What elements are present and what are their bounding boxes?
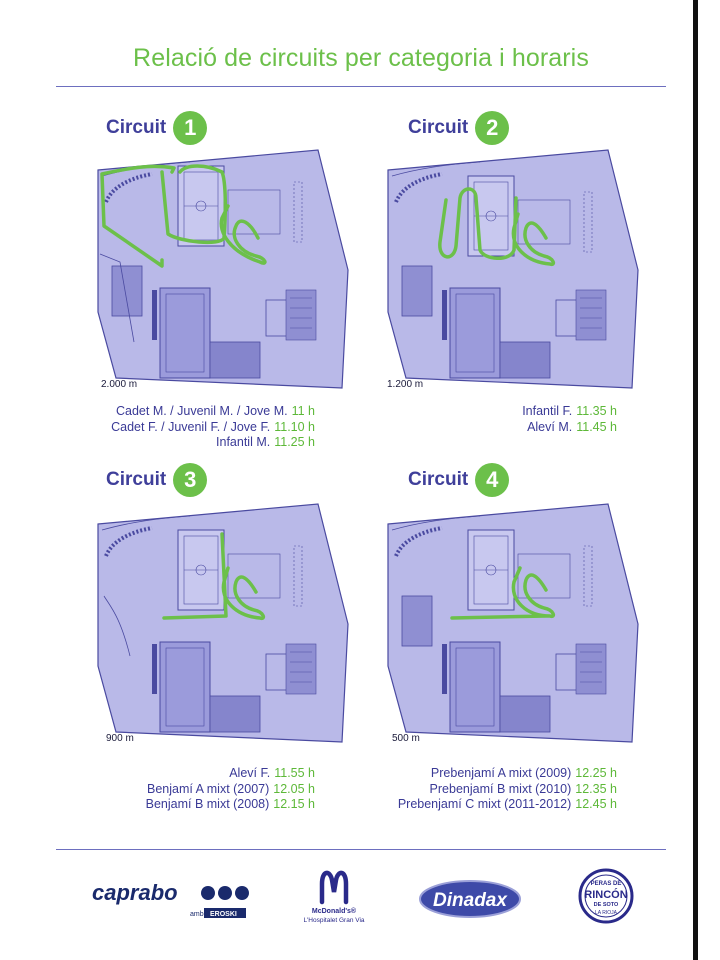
schedule-row [111, 435, 315, 451]
caprabo-wordmark: caprabo [92, 880, 178, 905]
category-label: Aleví F. [229, 766, 271, 780]
circuit-2-map [380, 142, 640, 392]
site-plan [388, 150, 638, 388]
circuit-number-badge: 1 [173, 111, 207, 145]
circuit-number-badge: 2 [475, 111, 509, 145]
category-label: Benjamí B mixt (2008) [145, 797, 270, 811]
dinadax-logo [418, 879, 522, 919]
svg-text:McDonald's®: McDonald's® [311, 908, 357, 915]
circuit-4-header [408, 463, 509, 497]
category-label: Aleví M. [527, 419, 573, 434]
category-label: Infantil F. [522, 404, 573, 418]
circuit-3-map [90, 496, 350, 746]
schedule-row [111, 404, 315, 420]
circuit-1-map [90, 142, 350, 392]
schedule-row [522, 404, 617, 420]
circuit-1-distance: 2.000 m [101, 379, 138, 390]
schedule-row [111, 420, 315, 436]
site-plan [388, 504, 638, 742]
start-time: 11.35 h [576, 404, 617, 418]
page-edge-border [693, 0, 698, 960]
circuit-label: Circuit [106, 469, 167, 490]
schedule-row [146, 766, 315, 782]
circuit-2-header [408, 111, 509, 145]
circuit-label: Circuit [408, 117, 469, 138]
circuit-2-distance: 1.200 m [387, 379, 424, 390]
category-label: Infantil M. [216, 435, 271, 449]
golden-arches-icon [322, 873, 346, 902]
circuit-3-header [106, 463, 207, 497]
svg-text:PERAS DE: PERAS DE [590, 881, 622, 887]
rincon-de-soto-logo [578, 868, 634, 924]
start-time: 12.15 h [273, 797, 315, 811]
category-label: Benjamí A mixt (2007) [147, 781, 270, 796]
circuit-label: Circuit [408, 469, 469, 490]
circuit-4-schedule [398, 766, 617, 813]
bottom-divider [56, 849, 666, 850]
svg-text:amb: amb [190, 911, 204, 918]
svg-text:EROSKI: EROSKI [210, 911, 237, 918]
circuit-2-schedule [522, 404, 617, 435]
circuit-3-distance: 900 m [106, 733, 134, 744]
start-time: 11.55 h [274, 766, 315, 780]
category-label: Prebenjamí B mixt (2010) [429, 781, 572, 796]
circuit-label: Circuit [106, 117, 167, 138]
category-label: Cadet M. / Juvenil M. / Jove M. [116, 404, 288, 418]
category-label: Cadet F. / Juvenil F. / Jove F. [111, 419, 271, 434]
schedule-row [522, 420, 617, 436]
circuit-1-header [106, 111, 207, 145]
start-time: 11.45 h [576, 419, 617, 434]
category-label: Prebenjamí A mixt (2009) [430, 766, 572, 780]
start-time: 11 h [291, 404, 315, 418]
circuit-4-map [380, 496, 640, 746]
page-title: Relació de circuits per categoria i horaris [133, 44, 589, 72]
svg-text:LA RIOJA: LA RIOJA [595, 910, 617, 916]
circuit-number-badge: 3 [173, 463, 207, 497]
start-time: 12.45 h [575, 797, 617, 811]
svg-text:DE SOTO: DE SOTO [593, 902, 619, 908]
start-time: 11.10 h [274, 419, 315, 434]
svg-text:L'Hospitalet Gran Via: L'Hospitalet Gran Via [303, 917, 365, 924]
category-label: Prebenjamí C mixt (2011-2012) [397, 797, 572, 811]
circuit-4-distance: 500 m [392, 733, 420, 744]
circuit-number-badge: 4 [475, 463, 509, 497]
start-time: 12.05 h [273, 781, 315, 796]
circuit-1-schedule [111, 404, 315, 451]
schedule-row [146, 797, 315, 813]
circuit-3-schedule [146, 766, 315, 813]
start-time: 12.25 h [575, 766, 617, 780]
schedule-row [398, 782, 617, 798]
top-divider [56, 86, 666, 87]
svg-text:Dinadax: Dinadax [433, 890, 507, 911]
svg-text:RINCÓN: RINCÓN [584, 889, 628, 901]
schedule-row [398, 797, 617, 813]
start-time: 12.35 h [575, 781, 617, 796]
caprabo-logo [92, 876, 252, 922]
schedule-row [146, 782, 315, 798]
mcdonalds-logo [300, 866, 380, 928]
schedule-row [398, 766, 617, 782]
start-time: 11.25 h [274, 435, 315, 449]
